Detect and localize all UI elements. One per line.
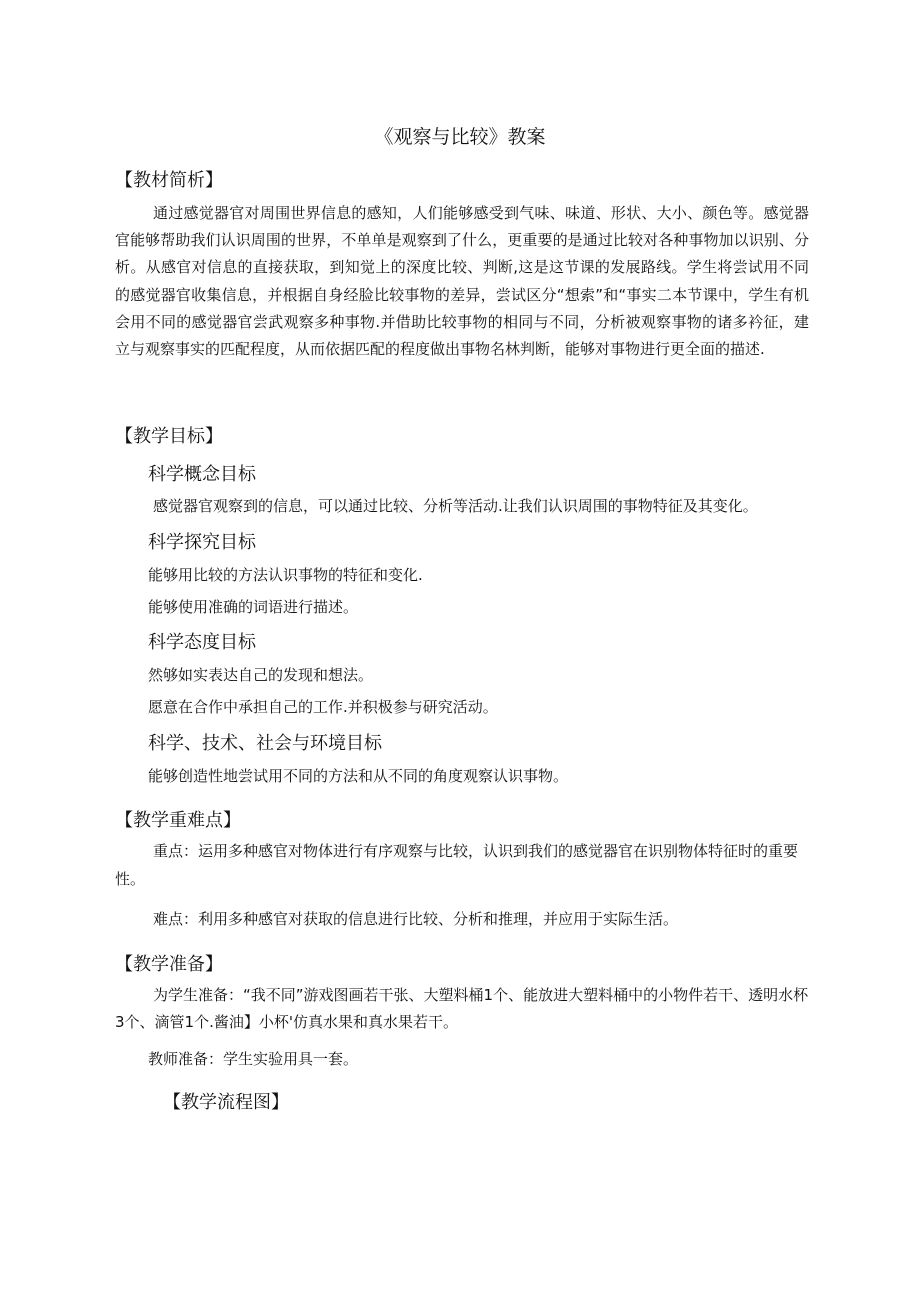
key-point-text: 重点：运用多种感官对物体进行有序观察与比较，认识到我们的感觉器官在识别物体特征时的重要性。 <box>115 842 799 888</box>
section-heading-analysis: 【教材简析】 <box>115 170 223 191</box>
section-heading-preparation: 【教学准备】 <box>115 954 223 975</box>
inquiry-goal-heading: 科学探究目标 <box>148 532 256 553</box>
attitude-goal-item: 然够如实表达自己的发现和想法。 <box>148 666 374 684</box>
inquiry-goal-item: 能够用比较的方法认识事物的特征和变化. <box>148 566 423 584</box>
sts-goal-text: 能够创造性地尝试用不同的方法和从不同的角度观察认识事物。 <box>148 767 569 785</box>
document-title: 《观察与比较》教案 <box>374 126 546 148</box>
section-heading-flowchart: 【教学流程图】 <box>163 1092 289 1113</box>
sts-goal-heading: 科学、技术、社会与环境目标 <box>148 733 382 754</box>
concept-goal-heading: 科学概念目标 <box>148 464 256 485</box>
section-heading-key-points: 【教学重难点】 <box>115 810 241 831</box>
difficult-point-text: 难点：利用多种感官对获取的信息进行比较、分析和推理，并应用于实际生活。 <box>153 910 679 928</box>
concept-goal-text: 感觉器官观察到的信息，可以通过比较、分析等活动.让我们认识周围的事物特征及其变化。 <box>153 497 758 515</box>
analysis-paragraph: 通过感觉器官对周围世界信息的感知，人们能够感受到气味、味道、形状、大小、颜色等。感觉器官能够帮助我们认识周围的世界，不单单是观察到了什么，更重要的是通过比较对各种事物加以识别、分析。从感官对信息的直接获取，到知觉上的深度比较、判断,这是这节课的发展路线。学生将尝试用不同的感觉器官收集信息，并根据自身经脸比较事物的差异，尝试区分“想索”和“事实二本节课中，学生有机会用不同的感觉器官尝武观察多种事物.并借助比较事物的相同与不同，分析被观察事物的诸多衿征，建立与观察事实的匹配程度，从而依据匹配的程度做出事物名林判断，能够对事物进行更全面的描述. <box>115 204 809 359</box>
student-preparation-text: 为学生准备：“我不同”游戏图画若干张、大塑料桶1个、能放进大塑料桶中的小物件若干、透明水杯3个、滴管1个.酱油】小杯'仿真水果和真水果若干。 <box>115 986 809 1031</box>
section-heading-goals: 【教学目标】 <box>115 426 223 447</box>
attitude-goal-item: 愿意在合作中承担自己的工作.并积极参与研究活动。 <box>148 698 498 716</box>
inquiry-goal-item: 能够使用准确的词语进行描述。 <box>148 598 359 616</box>
attitude-goal-heading: 科学态度目标 <box>148 632 256 653</box>
teacher-preparation-text: 教师准备：学生实验用具一套。 <box>148 1050 359 1068</box>
